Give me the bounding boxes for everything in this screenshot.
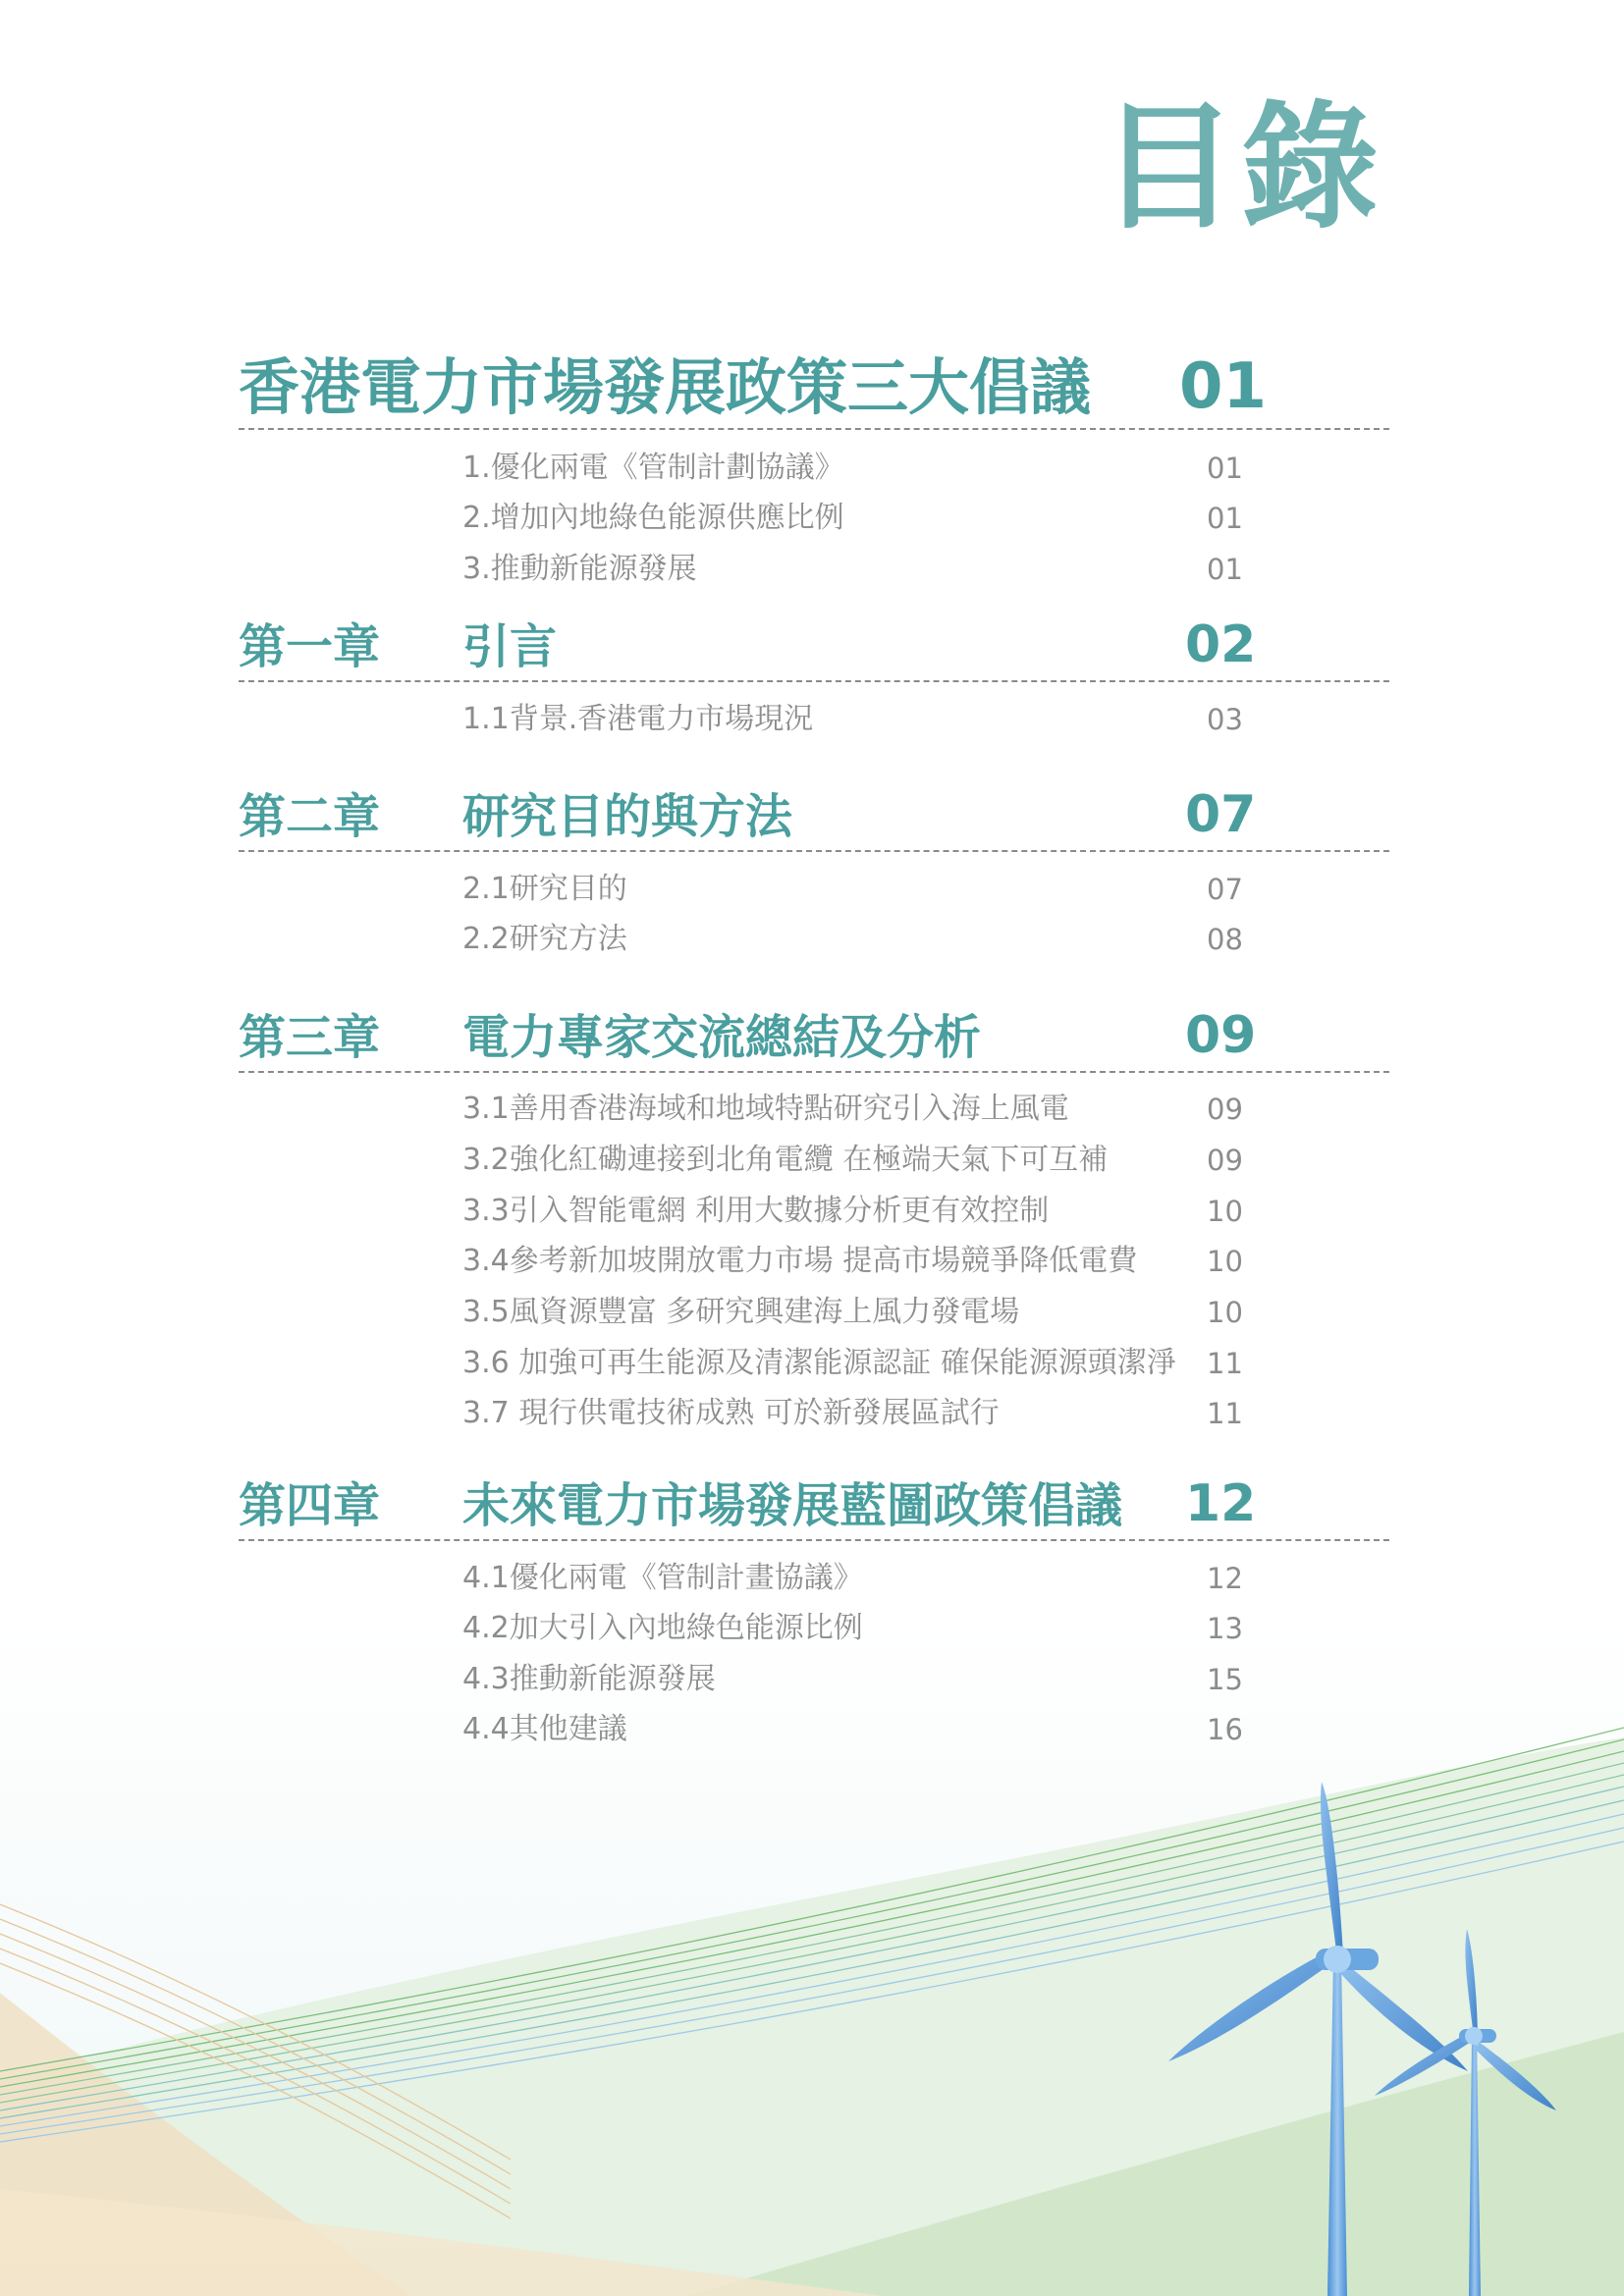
toc-item-page: 09 [1207,1144,1243,1177]
toc-item-page: 01 [1207,553,1243,586]
toc-item-page: 01 [1207,502,1243,535]
toc-item-label: 2.1研究目的 [462,872,627,906]
toc-item-label: 3.6 加強可再生能源及清潔能源認証 確保能源源頭潔淨 [462,1346,1176,1380]
toc-item-label: 1.優化兩電《管制計劃協議》 [462,451,844,485]
toc-item-page: 11 [1207,1397,1243,1430]
chapter-page: 07 [1185,785,1257,844]
chapter-title: 電力專家交流總結及分析 [462,1010,982,1065]
toc-item[interactable] [462,1293,1248,1332]
toc-item-page: 09 [1207,1093,1243,1126]
toc-item-page: 01 [1207,452,1243,485]
toc-item-page: 10 [1207,1245,1243,1278]
toc-item[interactable] [462,1394,1248,1433]
chapter-number: 第一章 [239,619,381,674]
toc-item-label: 3.3引入智能電網 利用大數據分析更有效控制 [462,1194,1050,1228]
toc-item-page: 08 [1207,923,1243,956]
toc-item-label: 2.增加內地綠色能源供應比例 [462,501,844,535]
toc-item-page: 03 [1207,703,1243,736]
toc-item[interactable] [462,1609,1248,1648]
toc-item-page: 07 [1207,873,1243,906]
toc-heading-title: 香港電力市場發展政策三大倡議 [239,351,1092,423]
toc-item[interactable] [462,449,1248,488]
toc-item-label: 3.7 現行供電技術成熟 可於新發展區試行 [462,1396,1000,1430]
toc-item-label: 1.1背景.香港電力市場現況 [462,702,814,736]
toc-item[interactable] [462,1141,1248,1180]
toc-item[interactable] [462,870,1248,909]
chapter-page: 02 [1185,615,1257,674]
toc-item[interactable] [462,1710,1248,1749]
toc-item-page: 10 [1207,1195,1243,1228]
toc-heading-chapter-3[interactable] [239,1000,1389,1073]
toc-item-label: 3.4參考新加坡開放電力市場 提高市場競爭降低電費 [462,1244,1138,1278]
toc-heading-chapter-4[interactable] [239,1469,1389,1541]
toc-item-label: 3.5風資源豐富 多研究興建海上風力發電場 [462,1295,1020,1329]
chapter-page: 09 [1185,1006,1257,1065]
toc-item-label: 4.4其他建議 [462,1712,627,1746]
toc-item-label: 4.3推動新能源發展 [462,1662,716,1696]
toc-item-label: 4.1優化兩電《管制計畫協議》 [462,1561,863,1595]
toc-heading-intro[interactable] [239,334,1389,430]
toc-item-label: 3.推動新能源發展 [462,552,697,586]
chapter-title: 引言 [462,619,558,674]
toc-item[interactable] [462,1192,1248,1231]
toc-item[interactable] [462,1559,1248,1598]
toc-item[interactable] [462,1344,1248,1383]
toc-item[interactable] [462,499,1248,538]
chapter-title: 研究目的與方法 [462,789,793,844]
toc-item-page: 10 [1207,1296,1243,1329]
toc-item-page: 11 [1207,1347,1243,1380]
toc-item[interactable] [462,1660,1248,1699]
toc-item[interactable] [462,700,1248,739]
chapter-page: 12 [1185,1474,1257,1533]
toc-heading-chapter-1[interactable] [239,609,1389,682]
toc-item[interactable] [462,1090,1248,1129]
toc-item[interactable] [462,550,1248,589]
toc-item-page: 12 [1207,1562,1243,1595]
toc-item-label: 3.1善用香港海域和地域特點研究引入海上風電 [462,1092,1069,1126]
chapter-number: 第三章 [239,1010,381,1065]
toc-item[interactable] [462,920,1248,959]
toc-item-label: 2.2研究方法 [462,922,627,956]
toc-heading-page: 01 [1179,350,1268,423]
toc-heading-chapter-2[interactable] [239,780,1389,852]
toc-item[interactable] [462,1242,1248,1281]
toc-item-label: 3.2強化紅磡連接到北角電纜 在極端天氣下可互補 [462,1143,1109,1177]
toc-item-page: 16 [1207,1713,1243,1746]
page-title: 目錄 [1099,88,1382,248]
toc-item-label: 4.2加大引入內地綠色能源比例 [462,1611,863,1645]
chapter-number: 第二章 [239,789,381,844]
toc-item-page: 13 [1207,1612,1243,1645]
chapter-title: 未來電力市場發展藍圖政策倡議 [462,1478,1123,1533]
chapter-number: 第四章 [239,1478,381,1533]
toc-item-page: 15 [1207,1663,1243,1696]
